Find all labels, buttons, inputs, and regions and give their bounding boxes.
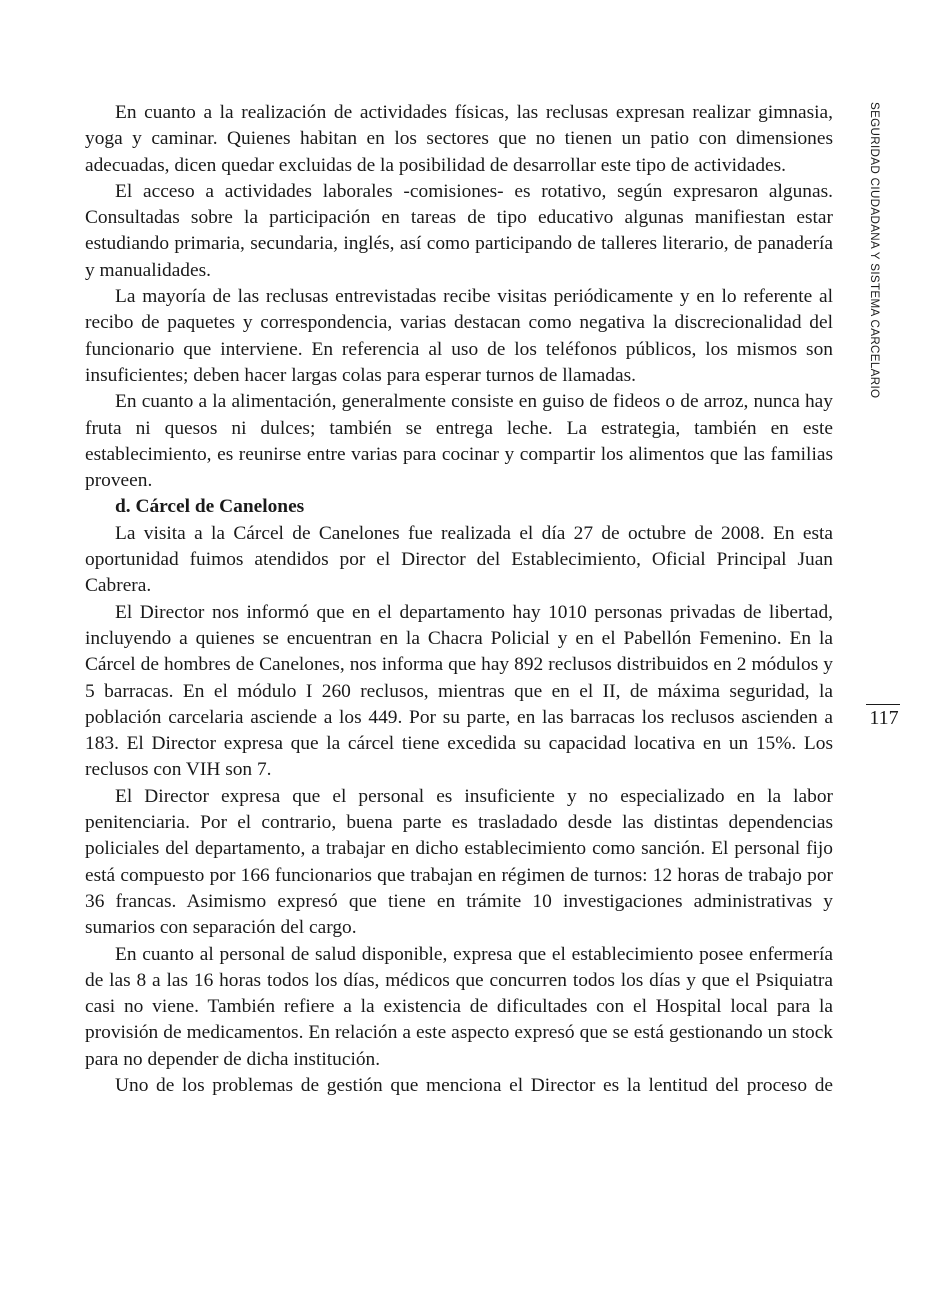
body-text xyxy=(85,100,833,1099)
paragraph: En cuanto al personal de salud disponible, expresa que el establecimiento posee enfermería de las 8 a las 16 horas todos los días, médicos que concurren todos los días y que el Psiquiatra casi no viene. También refiere a la existencia de dificultades con el Hospital local para la provisión de medicamentos. En relación a este aspecto expresó que se está gestionando un stock para no depender de dicha institución. xyxy=(85,943,833,1070)
section-heading: d. Cárcel de Canelones xyxy=(115,496,305,518)
page-number: 117 xyxy=(869,707,899,729)
paragraph: El Director expresa que el personal es insuficiente y no especializado en la labor penitenciaria. Por el contrario, buena parte es trasladado desde las distintas dependencias policiales del departamento, a trabajar en dicho establecimiento como sanción. El personal fijo está compuesto por 166 funcionarios que trabajan en régimen de turnos: 12 horas de trabajo por 36 francas. Asimismo expresó que tiene en trámite 10 investigaciones administrativas y sumarios con separación del cargo. xyxy=(85,785,833,939)
paragraph: Uno de los problemas de gestión que menciona el Director es la lentitud del proceso de xyxy=(115,1074,833,1096)
folio-rule xyxy=(866,704,900,705)
running-head: SEGURIDAD CIUDADANA Y SISTEMA CARCELARIO xyxy=(868,102,881,399)
paragraph: El Director nos informó que en el departamento hay 1010 personas privadas de libertad, incluyendo a quienes se encuentran en la Chacra Policial y en el Pabellón Femenino. En la Cárcel de hombres de Canelones, nos informa que hay 892 reclusos distribuidos en 2 módulos y 5 barracas. En el módulo I 260 reclusos, mientras que en el II, de máxima seguridad, la población carcelaria asciende a los 449. Por su parte, en las barracas los reclusos ascienden a 183. El Director expresa que la cárcel tiene excedida su capacidad locativa en un 15%. Los reclusos con VIH son 7. xyxy=(85,601,833,781)
paragraph: La visita a la Cárcel de Canelones fue realizada el día 27 de octubre de 2008. En esta oportunidad fuimos atendidos por el Director del Establecimiento, Oficial Principal Juan Cabrera. xyxy=(85,522,833,597)
paragraph: La mayoría de las reclusas entrevistadas recibe visitas periódicamente y en lo referente al recibo de paquetes y correspondencia, varias destacan como negativa la discrecionalidad del funcionario que interviene. En referencia al uso de los teléfonos públicos, los mismos son insuficientes; deben hacer largas colas para esperar turnos de llamadas. xyxy=(85,286,833,386)
paragraph: El acceso a actividades laborales -comisiones- es rotativo, según expresaron algunas. Consultadas sobre la participación en tareas de tipo educativo algunas manifiestan estar estudiando primaria, secundaria, inglés, así como participando de talleres literario, de panadería y manualidades. xyxy=(85,180,833,281)
paragraph: En cuanto a la alimentación, generalmente consiste en guiso de fideos o de arroz, nunca hay fruta ni quesos ni dulces; también se entrega leche. La estrategia, también en este establecimiento, es reunirse entre varias para cocinar y compartir los alimentos que las familias proveen. xyxy=(85,391,833,492)
paragraph: En cuanto a la realización de actividades físicas, las reclusas expresan realizar gimnasia, yoga y caminar. Quienes habitan en los sectores que no tienen un patio con dimensiones adecuadas, dicen quedar excluidas de la posibilidad de desarrollar este tipo de actividades. xyxy=(85,102,833,176)
